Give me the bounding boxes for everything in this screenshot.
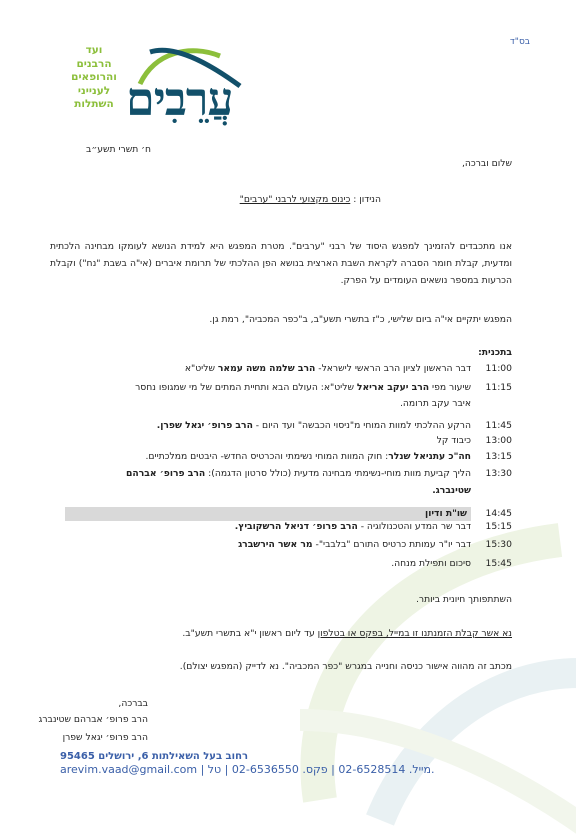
program-time: 15:30 (485, 539, 512, 550)
program-time: 11:00 (485, 363, 512, 374)
participation-note: השתתפותך חיונית ביותר. (416, 594, 512, 605)
program-time: 11:45 (485, 420, 512, 431)
bsd-mark: בס"ד (509, 37, 530, 47)
program-item-pre: סיכום ותפילת מנחה. (391, 558, 471, 569)
program-title: בתכנית: (478, 347, 512, 358)
program-item-pre: הליך קביעת מוות מוחי-נשימתי מבחינה מדעית (כולל סרטון הדגמה): (205, 468, 471, 479)
program-time: 13:15 (485, 451, 512, 462)
program-item-post: : חוק המוות המוחי נשימתי והכרטיס החדש- היבטים ממלכתיים. (145, 451, 389, 462)
program-item (432, 484, 471, 498)
program-item-post: שליט"א (184, 363, 218, 374)
program-item-bold: שטינברג. (432, 485, 471, 496)
logo-tagline: ועד הרבנים והרופאים לענייני השתלות (71, 44, 117, 110)
subject-prefix: הנידון : (353, 194, 381, 205)
program-time: 11:15 (485, 382, 512, 393)
program-item-pre: איבר עקב תרומה. (399, 398, 471, 409)
program-item (157, 419, 471, 433)
program-item-bold: הרב יעקב אריאל (356, 382, 430, 393)
program-item (400, 397, 471, 411)
program-item-pre: כיבוד קל (436, 435, 471, 446)
program-time: 15:15 (485, 521, 512, 532)
program-item-bold: הרב פרופ׳ אברהם (126, 468, 206, 479)
program-item-pre: שיעור מפי (429, 382, 471, 393)
program-time: 13:30 (485, 468, 512, 479)
program-item-bold: חה"כ עתניאל שנלר (388, 451, 471, 462)
signature-steinberg: הרב פרופ׳ אברהם שטינברג (38, 714, 148, 725)
subject-line (240, 193, 381, 207)
program-time: 15:45 (485, 558, 512, 569)
subject-text: כינוס מקצועי לרבני "ערבים" (239, 194, 351, 205)
program-item-pre: הרקע ההלכתי למוות המוחי מ"ניסוי הכבשה" ועד היום - (252, 420, 471, 431)
footer-contacts: arevim.vaad@gmail.com | מייל. 02-6528514 | פקס. 02-6536550 | טל. (60, 763, 435, 776)
program-item (238, 538, 471, 552)
program-item-bold: מר אשר הירשברג (238, 539, 313, 550)
program-item (126, 467, 471, 481)
program-item-pre: דבר יו"ר עמותת כרטיס התורם "בלבבי"- (312, 539, 471, 550)
program-item-pre: דבר שר המדע והטכנולוגיה - (357, 521, 471, 532)
program-item-bold: הרב שלמה משה עמאר (217, 363, 316, 374)
footer-address: רחוב בעל השאילתות 6, ירושלים 95465 (60, 751, 248, 762)
program-item (185, 362, 471, 376)
closing: בברכה, (118, 698, 148, 709)
program-item-bold: שו"ת ודיון (425, 508, 467, 519)
logo-wordmark: עֲרֵבִים (126, 72, 233, 126)
entry-note: מכתב זה מהווה אישור כניסה וחנייה במגרש "כפר המכביה". נא לדייק (המפגש יצולם). (179, 661, 512, 672)
logo (60, 42, 260, 134)
program-item-bold: הרב פרופ׳ דניאל הרשקוביץ. (234, 521, 358, 532)
greeting: שלום וברכה, (461, 158, 512, 169)
rsvp-underlined: נא אשר קבלת הזמנתנו זו במייל, בפקס או בטלפון (317, 628, 512, 639)
program-item-post: שליט"א: העולם הבא ותחיית המתים של מי שמגופו נחסר (135, 382, 357, 393)
intro-paragraph: אנו מתכבדים להזמינך למפגש היסוד של רבני "ערבים". מטרת המפגש היא למידת הנושא לעומקו מבחינה הלכתית ומדעית, קבלת חומר הסברה לקראת השבת הארצית בנושא הפן ההלכתי של תרומת איברים (אי"ה בשבת "נח") וקבלת הכרעות במספר נושאים העומדים על הפרק. (50, 241, 512, 286)
program-item (146, 450, 471, 464)
rsvp-deadline: עד ליום ראשון י"א בתשרי תשע"ב. (182, 628, 318, 639)
program-item (135, 381, 471, 395)
program-item (235, 520, 471, 534)
program-item (65, 507, 471, 521)
program-item (391, 557, 471, 571)
program-time: 13:00 (485, 435, 512, 446)
program-item-pre: דבר הראשון לציון הרב הראשי לישראל- (315, 363, 471, 374)
letter-date: ח׳ תשרי תשע״ב (86, 144, 151, 155)
program-item-bold: הרב פרופ׳ יגאל שפרן. (156, 420, 253, 431)
signature-shafran: הרב פרופ׳ יגאל שפרן (62, 732, 148, 743)
rsvp-note (182, 627, 512, 641)
program-time: 14:45 (485, 508, 512, 519)
meeting-details: המפגש יתקיים אי"ה ביום שלישי, כ"ז בתשרי תשע"ב, ב"כפר המכביה", רמת גן. (209, 314, 512, 325)
program-item (437, 434, 471, 448)
